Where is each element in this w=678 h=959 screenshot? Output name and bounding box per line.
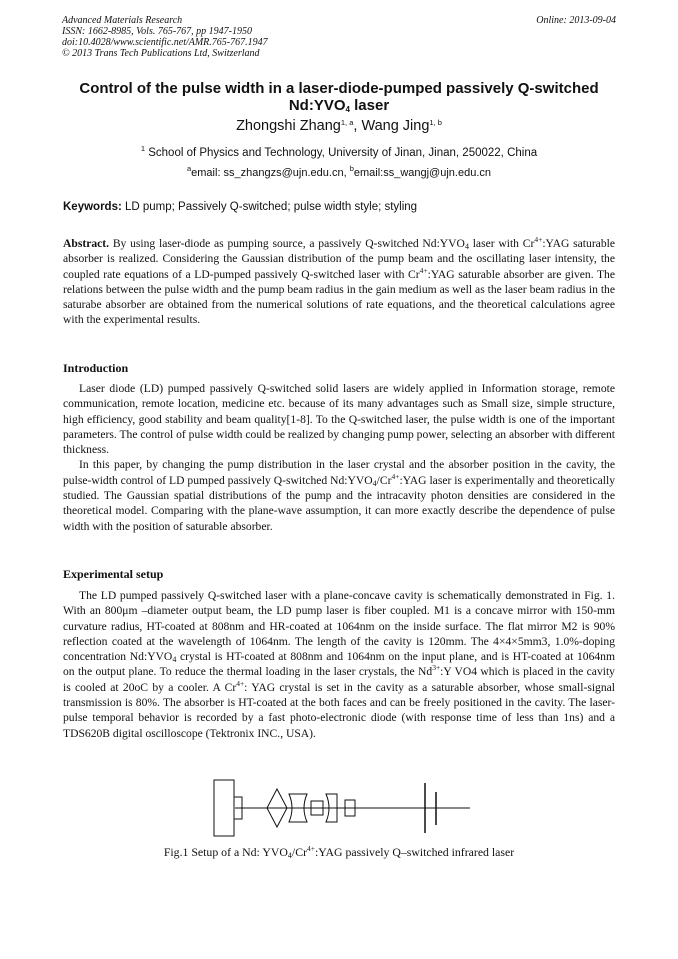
introduction-heading: Introduction xyxy=(63,361,129,375)
keywords-label: Keywords: xyxy=(63,201,122,213)
intro-paragraph-2: In this paper, by changing the pump distribution in the laser crystal and the absorber position in the cavity, the pulse-width control of LD pumped passively Q-switched $Nd:YVO_4/Cr^{4+}:YAG$ laser is experimentally and theoretically studied. The Gaussian spatial distributions of the pump and the intracavity photon densities are considered in the theoretical model. Comparing with the plane-wave assumption, it can more exactly describe the dependence of pulse width with the position of saturable absorber. xyxy=(63,458,615,533)
paper-title xyxy=(40,80,638,114)
setup-diagram xyxy=(205,775,475,840)
author-emails: $^a$email: ss_zhangzs@ujn.edu.cn, $^b$email:ss_wangj@ujn.edu.cn xyxy=(186,164,491,179)
experimental-heading: Experimental setup xyxy=(63,567,164,581)
title-line-1: Control of the pulse width in a laser-diode-pumped passively Q-switched xyxy=(79,80,599,97)
copyright: © 2013 Trans Tech Publications Ltd, Switzerland xyxy=(62,48,260,59)
journal-name: Advanced Materials Research xyxy=(62,15,183,26)
abstract-label: Abstract. xyxy=(63,237,110,250)
issn: ISSN: 1662-8985, Vols. 765-767, pp 1947-1950 xyxy=(62,26,252,37)
experimental-body: The LD pumped passively Q-switched laser with a plane-concave cavity is schematically demonstrated in Fig. 1. With an 800μm –diameter output beam, the LD pump laser is fiber coupled. M1 is a concave mirror with 150-mm curvature radius, HT-coated at 808nm and HR-coated at 1064nm on the inside surface. The flat mirror M2 is 90% reflection coated at the wavelength of 1064nm. The length of the cavity is 120mm. The 4×4×5mm3, 1.0%-doping concentration $Nd:YVO_4$ crystal is HT-coated at 808nm and 1064nm on the input plane, and is HT-coated at 1064nm on the output plane. To reduce the thermal loading in the laser crystals, the $Nd^{3+}:Y$ VO4 which is placed in the cavity is cooled at 20oC by a cooler. A $Cr^{4+}$: YAG crystal is set in the cavity as a saturable absorber, whose small-signal transmission is 80%. The absorber is HT-coated at the both faces and can be freely positioned in the cavity. The laser-pulse temporal behavior is recorded by a fast photo-electronic diode (with response time of less than 1ns) and a TDS620B digital oscilloscope (Tektronix INC., USA). xyxy=(63,589,616,740)
intro-paragraph-1: Laser diode (LD) pumped passively Q-switched solid lasers are widely applied in Information storage, remote communication, remote location, medicine etc. because of its many advantages such as Small size, simple structure, high efficiency, good stability and beam quality[1-8]. To the Q-switched laser, the pulse width is one of the important parameters. The control of pulse width could be realized by changing pump power, selecting an absorber with different thickness. xyxy=(63,382,615,457)
affiliation: $^1$ School of Physics and Technology, University of Jinan, Jinan, 250022, China xyxy=(140,144,538,159)
figure-caption: Fig.1 Setup of a Nd: $YVO_4/Cr^{4+}:YAG$ passively Q–switched infrared laser xyxy=(163,844,515,860)
keywords-text: LD pump; Passively Q-switched; pulse width style; styling xyxy=(121,201,418,213)
authors: Zhongshi Zhang$^{1, a}$, Wang Jing$^{1, b}$ xyxy=(236,118,442,134)
introduction-body xyxy=(63,381,615,534)
online-date: Online: 2013-09-04 xyxy=(536,15,616,26)
keywords xyxy=(63,201,616,213)
abstract: Abstract. By using laser-diode as pumping source, a passively Q-switched $Nd:YVO_4$ laser with $Cr^{4+}:YAG$ saturable absorber is realized. Considering the Gaussian distribution of the pump beam and the oscillating laser intensity, the coupled rate equations of a LD-pumped passively Q-switched laser with $Cr^{4+}:YAG$ saturable absorber are given. The relations between the pulse width and the pump beam radius in the gain medium as well as the laser beam radius in the saturabe absorber are obtained from the numerical solutions of rate equations, and the theoretical calculations agree with the experimental results. xyxy=(63,235,615,327)
author-2: Wang Jing xyxy=(361,118,430,134)
ld-pump-source xyxy=(214,780,234,836)
doi: doi:10.4028/www.scientific.net/AMR.765-767.1947 xyxy=(62,37,268,48)
author-1: Zhongshi Zhang xyxy=(236,118,341,134)
journal-header xyxy=(62,15,616,59)
title-line-2: $Nd:YVO_4$ laser xyxy=(288,97,390,114)
